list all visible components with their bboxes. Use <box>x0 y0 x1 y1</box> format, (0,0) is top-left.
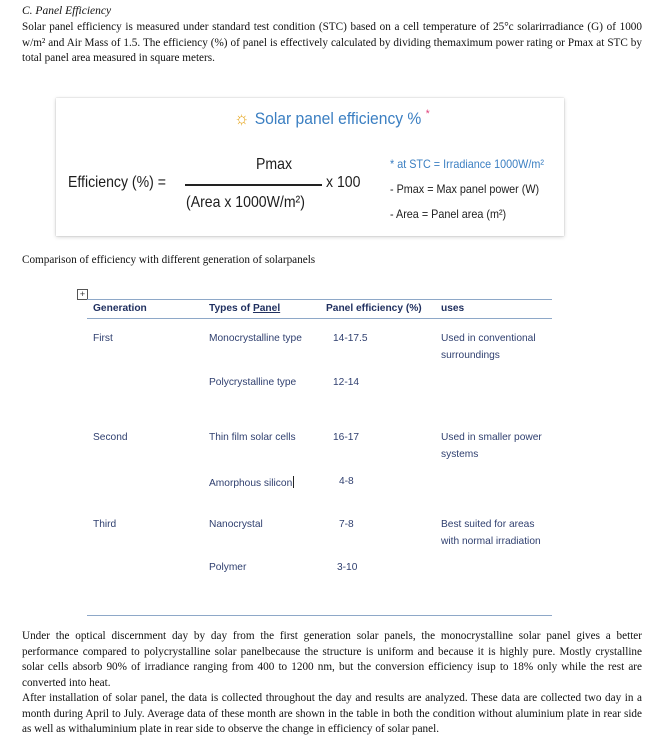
formula-denominator: (Area x 1000W/m²) <box>186 194 305 211</box>
table-row-5-efficiency: 7-8 <box>339 519 354 530</box>
efficiency-label: Efficiency (%) = <box>68 174 166 191</box>
table-row-1-generation: First <box>93 333 113 344</box>
table-row-6-type: Polymer <box>209 562 247 573</box>
note-area: - Area = Panel area (m²) <box>390 207 507 221</box>
table-row-1-efficiency: 14-17.5 <box>333 333 368 344</box>
table-bottom-border <box>87 615 552 616</box>
text-cursor <box>293 476 294 488</box>
header-type: Types of Panel <box>209 303 281 314</box>
title-asterisk: * <box>425 108 430 120</box>
table-row-5-type: Nanocrystal <box>209 519 263 530</box>
formula-card <box>56 98 564 236</box>
table-top-border <box>87 299 552 300</box>
table-row-4-efficiency: 4-8 <box>339 476 354 487</box>
body-paragraph-2: After installation of solar panel, the data is collected throughout the day and results are analyzed. These data are collected two day in a month during April to July. Average data of these month are shown in the table in both the condition without aluminium plate in rear side as well as withaluminium plate in rear side to observe the change in efficiency of solar panel. <box>22 692 642 735</box>
table-row-3-generation: Second <box>93 432 128 443</box>
sun-icon: ☼ <box>234 108 250 128</box>
formula-title: ☼ Solar panel efficiency % * <box>234 108 430 128</box>
table-row-4-type[interactable]: Amorphous silicon <box>209 478 293 489</box>
table-row-5-uses: Best suited for areas with normal irradiation <box>441 519 541 547</box>
table-row-3-type: Thin film solar cells <box>209 432 296 443</box>
table-row-5-generation: Third <box>93 519 117 530</box>
note-pmax: - Pmax = Max panel power (W) <box>390 182 540 196</box>
formula-notes <box>390 152 544 227</box>
table-move-handle-icon[interactable]: + <box>77 289 88 300</box>
header-uses: uses <box>441 303 465 314</box>
formula-multiplier: x 100 <box>326 174 361 191</box>
header-generation: Generation <box>93 303 147 314</box>
table-row-1-type: Monocrystalline type <box>209 333 302 344</box>
table-row-1-uses: Used in conventional surroundings <box>441 333 536 361</box>
intro-paragraph: Solar panel efficiency is measured under standard test condition (STC) based on a cell temperature of 25°c solarirradiance (G) of 1000 w/m² and Air Mass of 1.5. The efficiency (%) of panel is effectively calculated by dividing themaximum power rating or Pmax at STC by total panel area measured in square meters. <box>22 21 642 64</box>
header-efficiency: Panel efficiency (%) <box>326 303 422 314</box>
comparison-caption: Comparison of efficiency with different generation of solarpanels <box>22 254 316 266</box>
table-row-6-efficiency: 3-10 <box>337 562 358 573</box>
table-row-2-efficiency: 12-14 <box>333 377 360 388</box>
table-row-3-uses: Used in smaller power systems <box>441 432 542 460</box>
body-paragraph-1: Under the optical discernment day by day from the first generation solar panels, the monocrystalline solar panel gives a better performance compared to polycrystalline solar panelbecause the structure is uniform and because it is highly pure. Mostly crystalline solar cells absorb 90% of irradiance ranging from 400 to 1200 nm, but the conversion efficiency isup to 18% only while the rest are converted into heat. <box>22 630 642 689</box>
formula-numerator: Pmax <box>256 156 292 173</box>
note-stc: * at STC = Irradiance 1000W/m² <box>390 157 544 171</box>
table-row-2-type: Polycrystalline type <box>209 377 297 388</box>
section-heading: C. Panel Efficiency <box>22 5 112 17</box>
table-header-border <box>87 318 552 319</box>
table-row-3-efficiency: 16-17 <box>333 432 360 443</box>
fraction-bar <box>185 184 322 186</box>
